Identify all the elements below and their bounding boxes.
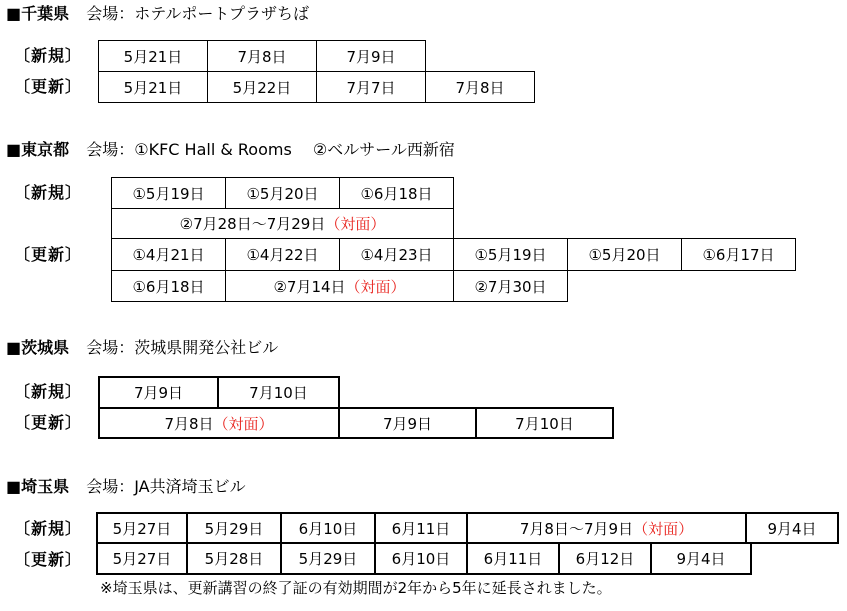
- date-cell: 5月28日: [186, 542, 282, 575]
- prefecture-name: 埼玉県: [21, 477, 70, 496]
- venue-text: 会場：①KFC Hall & Rooms ②ベルサール西新宿: [86, 140, 455, 159]
- square-bullet-icon: ■: [6, 477, 22, 496]
- square-bullet-icon: ■: [6, 4, 22, 23]
- label-renew: 〔更新〕: [14, 413, 83, 432]
- in-person-tag: （対面）: [325, 215, 386, 233]
- venue-text: 会場：JA共済埼玉ビル: [86, 477, 246, 496]
- date-cell: ①4月23日: [339, 238, 454, 271]
- date-cell: [475, 407, 614, 439]
- date-cell-in-person: [111, 208, 454, 239]
- date-cell: ①6月17日: [681, 238, 796, 271]
- date-cell: 5月22日: [207, 71, 317, 103]
- date-text: 7月10日: [515, 414, 574, 433]
- date-cell: 7月7日: [316, 71, 426, 103]
- label-new: 〔新規〕: [14, 46, 83, 65]
- date-cell: 5月21日: [98, 40, 208, 72]
- date-cell: ①4月22日: [225, 238, 340, 271]
- date-cell: 6月12日: [558, 542, 652, 575]
- date-cell: 6月11日: [374, 512, 468, 544]
- date-text: ②7月30日: [474, 277, 547, 296]
- date-range-text: 7月8日～7月9日: [519, 519, 634, 538]
- date-cell: 7月9日: [316, 40, 426, 72]
- date-cell: 5月29日: [280, 542, 376, 575]
- label-new: 〔新規〕: [14, 382, 83, 401]
- label-renew: 〔更新〕: [14, 245, 83, 264]
- section-header-saitama: [6, 475, 246, 499]
- section-header-tokyo: [6, 138, 455, 162]
- date-cell: ①5月20日: [567, 238, 682, 271]
- date-cell: 6月11日: [466, 542, 560, 575]
- label-new: 〔新規〕: [14, 183, 83, 202]
- date-cell: 5月29日: [186, 512, 282, 544]
- in-person-tag: （対面）: [633, 519, 694, 538]
- date-cell: 7月8日: [425, 71, 535, 103]
- date-cell: 6月10日: [280, 512, 376, 544]
- date-cell: 7月9日: [98, 376, 219, 409]
- date-cell: 7月8日: [207, 40, 317, 72]
- date-range-text: ②7月28日～7月29日: [179, 215, 326, 233]
- section-header-ibaraki: [6, 336, 278, 360]
- label-renew: 〔更新〕: [14, 550, 83, 569]
- square-bullet-icon: ■: [6, 140, 22, 159]
- prefecture-name: 千葉県: [21, 4, 70, 23]
- footnote: ※埼玉県は、更新講習の終了証の有効期間が2年から5年に延長されました。: [100, 579, 612, 597]
- section-header-chiba: [6, 2, 309, 26]
- date-cell: ①4月21日: [111, 238, 226, 271]
- date-cell: ①6月18日: [339, 177, 454, 209]
- date-cell: 6月10日: [374, 542, 468, 575]
- date-text: ①6月18日: [132, 277, 205, 296]
- date-cell: [338, 407, 477, 439]
- date-cell-in-person: [466, 512, 747, 544]
- date-text: 7月8日: [164, 414, 214, 433]
- label-new: 〔新規〕: [14, 519, 83, 538]
- in-person-tag: （対面）: [213, 414, 274, 433]
- date-cell: ①5月20日: [225, 177, 340, 209]
- venue-text: 会場：茨城県開発公社ビル: [86, 338, 279, 357]
- date-cell: 9月4日: [745, 512, 839, 544]
- date-cell: [453, 270, 568, 302]
- prefecture-name: 東京都: [21, 140, 70, 159]
- label-renew: 〔更新〕: [14, 77, 83, 96]
- date-cell: 5月21日: [98, 71, 208, 103]
- date-text: 7月9日: [382, 414, 433, 433]
- date-cell: 7月10日: [217, 376, 340, 409]
- prefecture-name: 茨城県: [21, 338, 70, 357]
- date-cell: 5月27日: [96, 542, 188, 575]
- venue-text: 会場：ホテルポートプラザちば: [86, 4, 309, 23]
- date-text: ②7月14日: [273, 277, 346, 296]
- date-cell: ①5月19日: [111, 177, 226, 209]
- in-person-tag: （対面）: [345, 277, 406, 296]
- square-bullet-icon: ■: [6, 338, 22, 357]
- date-cell: 5月27日: [96, 512, 188, 544]
- date-cell-in-person: [98, 407, 340, 439]
- date-cell: ①5月19日: [453, 238, 568, 271]
- date-cell: [111, 270, 226, 302]
- date-cell: 9月4日: [650, 542, 752, 575]
- date-cell-in-person: [225, 270, 454, 302]
